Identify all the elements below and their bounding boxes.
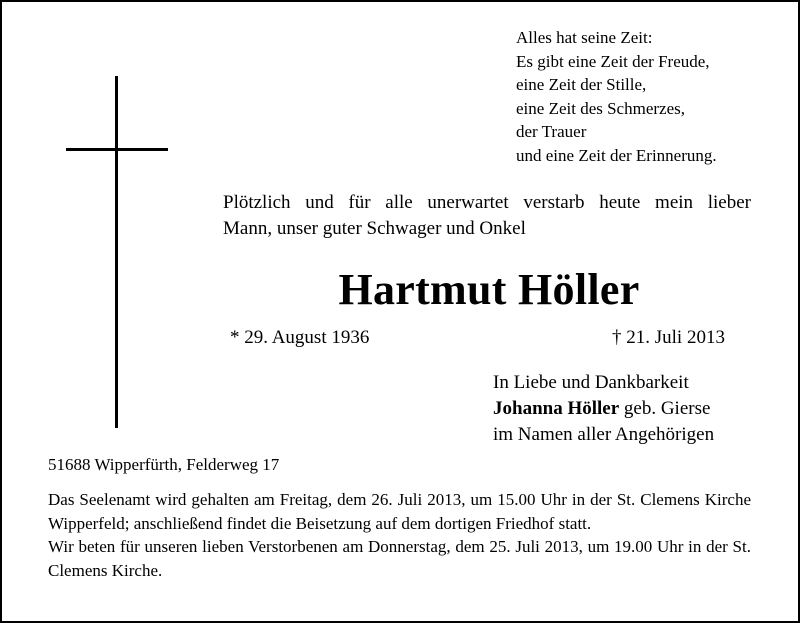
cross-icon-vertical [115, 76, 118, 428]
poem [516, 26, 717, 167]
service-paragraph-1: Das Seelenamt wird gehalten am Freitag, dem 26. Juli 2013, um 15.00 Uhr in der St. Clemens Kirche Wipperfeld; anschließend findet die Beisetzung auf dem dortigen Friedhof statt. [48, 490, 751, 533]
service-notice [48, 488, 751, 582]
intro-text [223, 190, 751, 242]
service-paragraph-2: Wir beten für unseren lieben Verstorbenen am Donnerstag, dem 25. Juli 2013, um 19.00 Uhr in der St. Clemens Kirche. [48, 537, 751, 580]
mourners-signature [493, 370, 714, 448]
poem-line: und eine Zeit der Erinnerung. [516, 145, 717, 165]
mourners-line-1: In Liebe und Dankbarkeit [493, 372, 689, 393]
address: 51688 Wipperfürth, Felderweg 17 [48, 455, 280, 474]
intro-line-1: Plötzlich und für alle unerwartet verstarb heute mein lieber [223, 192, 751, 213]
intro-line-2: Mann, unser guter Schwager und Onkel [223, 218, 526, 239]
poem-line: Alles hat seine Zeit: [516, 28, 653, 47]
mourner-name: Johanna Höller [493, 398, 620, 419]
death-date: † 21. Juli 2013 [612, 327, 725, 348]
mourners-line-3: im Namen aller Angehörigen [493, 424, 715, 445]
deceased-name: Hartmut Höller [338, 265, 640, 314]
poem-line: eine Zeit des Schmerzes, [516, 98, 685, 118]
birth-date: * 29. August 1936 [230, 327, 370, 348]
poem-line: Es gibt eine Zeit der Freude, [516, 51, 710, 71]
poem-line: eine Zeit der Stille, [516, 75, 647, 94]
poem-line: der Trauer [516, 122, 587, 141]
mourner-name-suffix: geb. Gierse [619, 398, 711, 419]
cross-icon-horizontal [66, 148, 168, 151]
mourners-line-2 [493, 396, 714, 422]
